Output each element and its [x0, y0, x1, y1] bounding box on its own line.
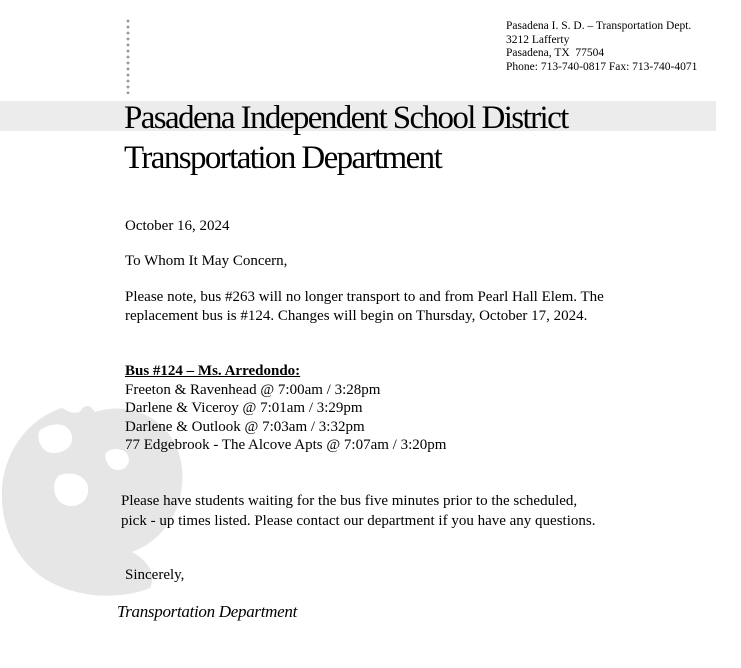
address-line-street: 3212 Lafferty: [506, 33, 570, 46]
stop-line-4: 77 Edgebrook - The Alcove Apts @ 7:07am / 3:20pm: [125, 437, 447, 453]
letterhead-title: [124, 98, 568, 178]
closing-line-2: pick - up times listed. Please contact our department if you have any questions.: [121, 513, 596, 529]
address-line-phone: Phone: 713-740-0817 Fax: 713-740-4071: [506, 60, 698, 73]
signoff: Sincerely,: [125, 567, 185, 583]
title-department: Transportation Department: [124, 140, 442, 176]
return-address: [506, 20, 697, 74]
notice-line-2: replacement bus is #124. Changes will begin on Thursday, October 17, 2024.: [125, 307, 588, 324]
stop-line-3: Darlene & Outlook @ 7:03am / 3:32pm: [125, 418, 365, 435]
closing-line-1: Please have students waiting for the bus five minutes prior to the scheduled,: [121, 493, 578, 509]
dotted-rule: [126, 18, 130, 94]
bus-heading: Bus #124 – Ms. Arredondo:: [125, 363, 301, 379]
stop-line-1: Freeton & Ravenhead @ 7:00am / 3:28pm: [125, 381, 381, 398]
bus-schedule: [125, 362, 446, 455]
notice-paragraph: [125, 288, 604, 325]
closing-paragraph: [121, 491, 595, 531]
signature: Transportation Department: [117, 602, 297, 621]
notice-line-1: Please note, bus #263 will no longer transport to and from Pearl Hall Elem. The: [125, 289, 604, 305]
stop-line-2: Darlene & Viceroy @ 7:01am / 3:29pm: [125, 400, 363, 416]
address-line-city: Pasadena, TX 77504: [506, 47, 605, 60]
salutation: To Whom It May Concern,: [125, 253, 288, 269]
letter-date: October 16, 2024: [125, 218, 230, 234]
address-line-dept: Pasadena I. S. D. – Transportation Dept.: [506, 20, 692, 32]
title-district: Pasadena Independent School District: [124, 100, 568, 136]
